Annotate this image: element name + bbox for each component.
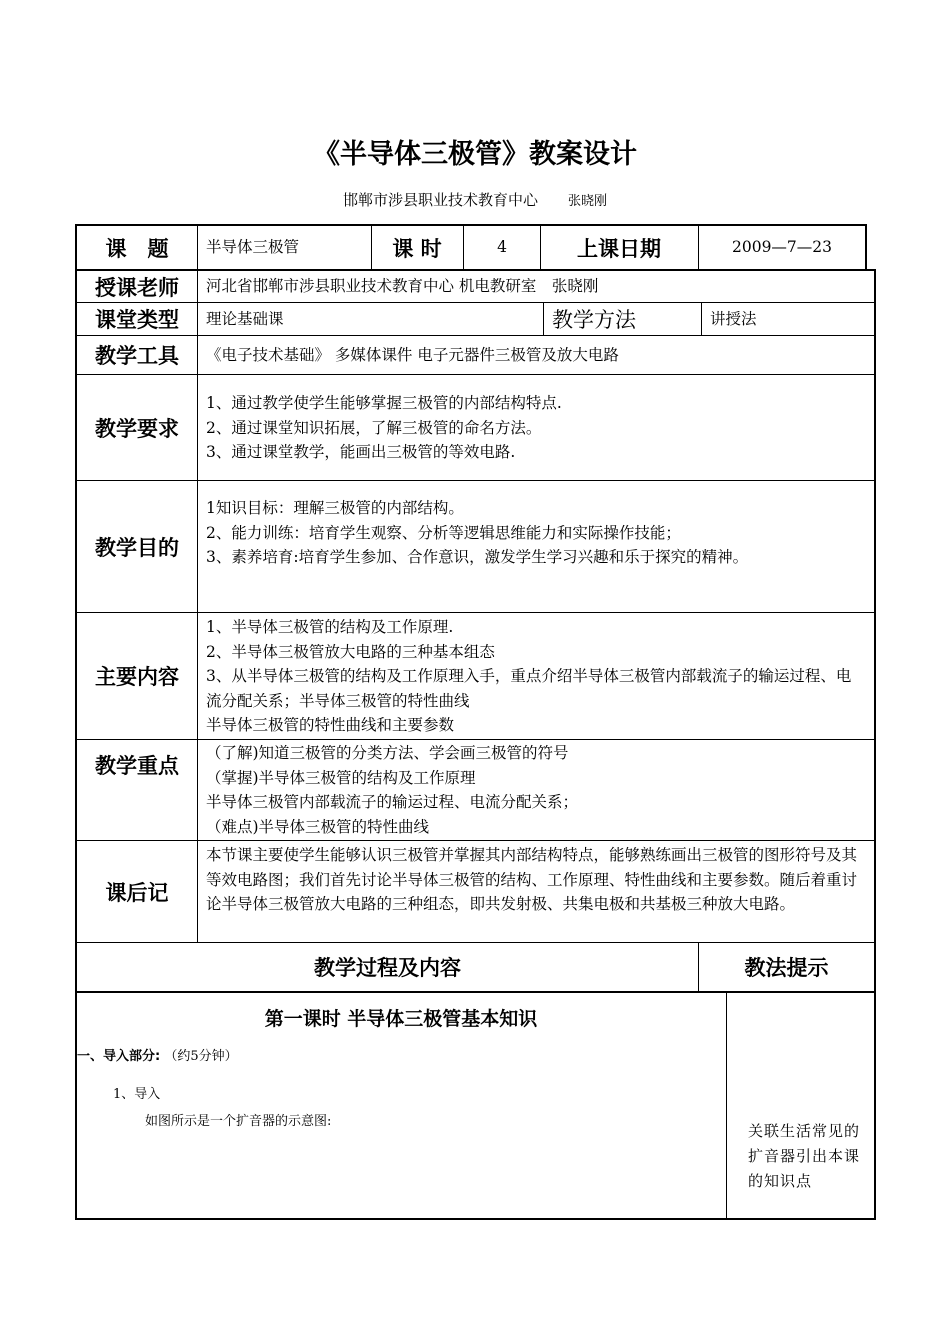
content-text xyxy=(198,615,874,738)
objectives-label: 教学目的 xyxy=(95,535,179,560)
topic-value: 半导体三极管 xyxy=(206,238,300,257)
requirement-line: 1、通过教学使学生能够掌握三极管的内部结构特点. xyxy=(206,394,562,412)
method-value: 讲授法 xyxy=(710,309,757,328)
section-heading xyxy=(77,1045,238,1064)
step-heading: 1、导入 xyxy=(113,1087,161,1102)
requirement-line: 2、通过课堂知识拓展，了解三极管的命名方法。 xyxy=(206,418,542,437)
key-point-line: （难点)半导体三极管的特性曲线 xyxy=(206,817,430,836)
hours-value: 4 xyxy=(497,238,507,257)
class-type-label: 课堂类型 xyxy=(95,308,179,332)
content-line: 半导体三极管的特性曲线和主要参数 xyxy=(206,716,455,734)
objective-line: 1知识目标：理解三极管的内部结构。 xyxy=(206,499,464,517)
objective-line: 2、能力训练：培育学生观察、分析等逻辑思维能力和实际操作技能； xyxy=(206,523,681,542)
author-name: 张晓刚 xyxy=(568,194,608,209)
key-points-text xyxy=(198,741,874,839)
tools-value: 《电子技术基础》 多媒体课件 电子元器件三极管及放大电路 xyxy=(206,345,619,364)
requirements-text xyxy=(198,391,874,465)
teaching-hint: 关联生活常见的扩音器引出本课的知识点 xyxy=(748,1122,861,1190)
section-time: （约5分钟） xyxy=(164,1049,238,1064)
section-head: 一、导入部分: xyxy=(77,1049,161,1064)
hours-label: 课 时 xyxy=(392,236,442,261)
key-point-line: 半导体三极管内部载流子的输运过程、电流分配关系； xyxy=(206,793,579,811)
objectives-text xyxy=(198,496,874,570)
content-line: 1、半导体三极管的结构及工作原理. xyxy=(206,618,454,636)
process-header: 教学过程及内容 xyxy=(314,956,461,980)
method-hint-header: 教法提示 xyxy=(744,956,829,980)
author-org: 邯郸市涉县职业技术教育中心 xyxy=(342,191,538,209)
objective-line: 3、素养培育:培育学生参加、合作意识，激发学生学习兴趣和乐于探究的精神。 xyxy=(206,548,749,566)
document-title: 《半导体三极管》教案设计 xyxy=(313,139,637,170)
postscript-text: 本节课主要使学生能够认识三极管并掌握其内部结构特点，能够熟练画出三极管的图形符号及其等效电路图；我们首先讨论半导体三极管的结构、工作原理、特性曲线和主要参数。随后着重讨论半导体三极管放大电路的三种组态，即共发射极、共集电极和共基极三种放大电路。 xyxy=(206,846,858,913)
key-point-line: （了解)知道三极管的分类方法、学会画三极管的符号 xyxy=(206,744,569,762)
content-line: 3、从半导体三极管的结构及工作原理入手，重点介绍半导体三极管内部载流子的输运过程、电流分配关系；半导体三极管的特性曲线 xyxy=(206,667,852,710)
key-point-line: （掌握)半导体三极管的结构及工作原理 xyxy=(206,768,476,787)
class-type-value: 理论基础课 xyxy=(206,309,284,328)
teacher-value: 河北省邯郸市涉县职业技术教育中心 机电教研室 张晓刚 xyxy=(206,277,599,296)
requirements-label: 教学要求 xyxy=(95,416,179,441)
content-label: 主要内容 xyxy=(95,665,179,689)
requirement-line: 3、通过课堂教学，能画出三极管的等效电路. xyxy=(206,443,516,461)
postscript-label: 课后记 xyxy=(105,880,169,905)
author-line xyxy=(0,189,950,210)
date-value: 2009—7—23 xyxy=(731,238,833,257)
topic-label: 课 题 xyxy=(105,236,169,261)
lesson-title: 第一课时 半导体三极管基本知识 xyxy=(264,1008,538,1030)
method-label: 教学方法 xyxy=(552,308,636,332)
tools-label: 教学工具 xyxy=(95,344,179,368)
step-text: 如图所示是一个扩音器的示意图: xyxy=(145,1114,332,1129)
date-label: 上课日期 xyxy=(577,236,661,261)
key-points-label: 教学重点 xyxy=(95,754,179,778)
content-line: 2、半导体三极管放大电路的三种基本组态 xyxy=(206,642,495,661)
teacher-label: 授课老师 xyxy=(95,275,179,300)
